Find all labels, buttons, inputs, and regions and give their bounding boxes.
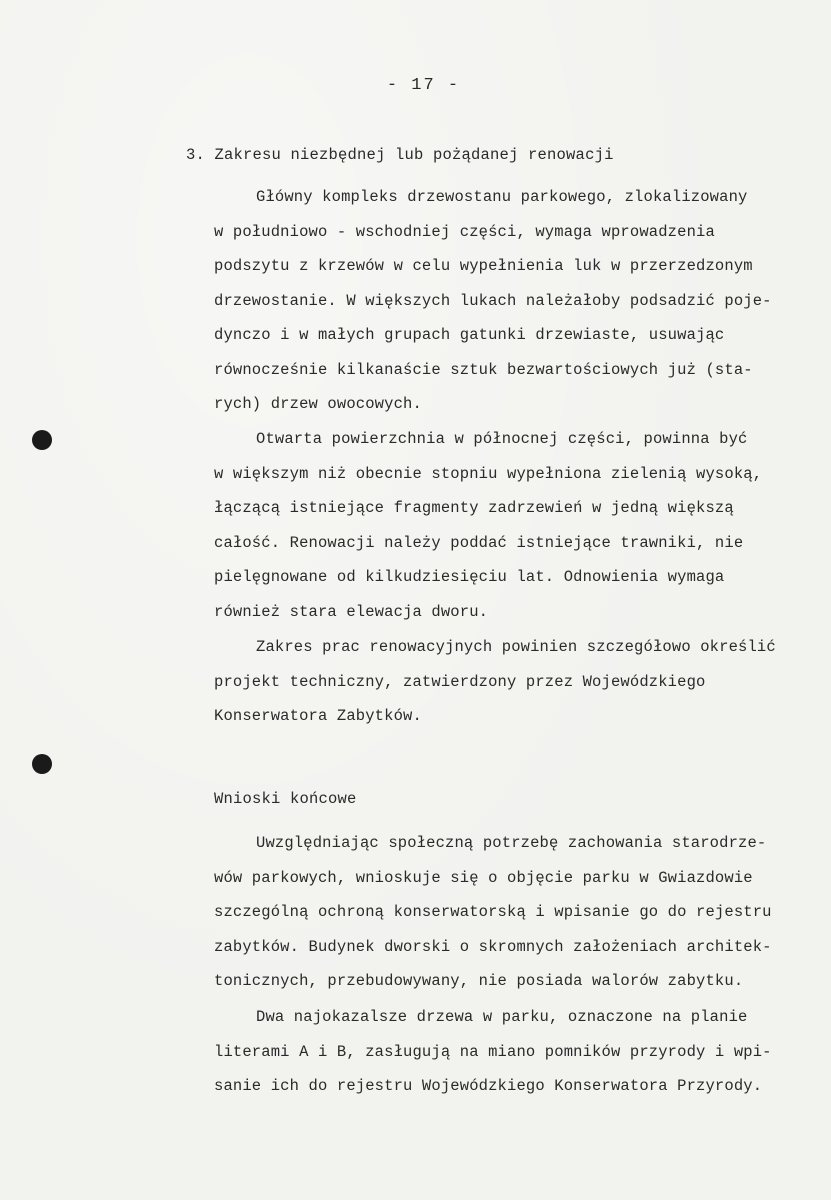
paragraph-line: Uwzględniając społeczną potrzebę zachowania starodrze- <box>256 834 767 852</box>
paragraph-line: całość. Renowacji należy poddać istniejące trawniki, nie <box>214 533 744 552</box>
paragraph-line: również stara elewacja dworu. <box>214 602 489 621</box>
paragraph-line: podszytu z krzewów w celu wypełnienia luk w przerzedzonym <box>214 257 753 275</box>
paragraph-open-area <box>214 422 824 629</box>
conclusions-heading: Wnioski końcowe <box>214 790 357 808</box>
paragraph-conclusions <box>214 826 824 999</box>
paragraph-line: Konserwatora Zabytków. <box>214 707 422 725</box>
paragraph-line: projekt techniczny, zatwierdzony przez Wojewódzkiego <box>214 672 706 691</box>
paragraph-line: wów parkowych, wnioskuje się o objęcie parku w Gwiazdowie <box>214 868 753 887</box>
paragraph-line: sanie ich do rejestru Wojewódzkiego Konserwatora Przyrody. <box>214 1077 763 1095</box>
paragraph-line: łączącą istniejące fragmenty zadrzewień w jedną większą <box>214 499 734 517</box>
paragraph-renovation-main-stand <box>214 180 824 422</box>
paragraph-line: dynczo i w małych grupach gatunki drzewiaste, usuwając <box>214 326 725 344</box>
punch-hole <box>32 754 52 774</box>
paragraph-line: w większym niż obecnie stopniu wypełniona zielenią wysoką, <box>214 464 763 483</box>
page-number: - 17 - <box>386 76 461 95</box>
paragraph-line: równocześnie kilkanaście sztuk bezwartościowych już (sta- <box>214 360 753 379</box>
paragraph-line: literami A i B, zasługują na miano pomników przyrody i wpi- <box>214 1042 772 1061</box>
paragraph-line: Dwa najokazalsze drzewa w parku, oznaczone na planie <box>256 1008 748 1026</box>
paragraph-line: drzewostanie. W większych lukach należałoby podsadzić poje- <box>214 291 772 310</box>
paragraph-line: szczególną ochroną konserwatorską i wpisanie go do rejestru <box>214 903 772 921</box>
punch-hole <box>32 430 52 450</box>
paragraph-line: Główny kompleks drzewostanu parkowego, zlokalizowany <box>256 188 748 206</box>
paragraph-scope-of-works <box>214 630 824 734</box>
section-heading: 3. Zakresu niezbędnej lub pożądanej renowacji <box>186 146 614 164</box>
paragraph-line: zabytków. Budynek dworski o skromnych założeniach architek- <box>214 937 772 956</box>
paragraph-line: Zakres prac renowacyjnych powinien szczegółowo określić <box>256 638 776 656</box>
paragraph-line: rych) drzew owocowych. <box>214 395 422 413</box>
paragraph-nature-monuments <box>214 1000 824 1104</box>
paragraph-line: w południowo - wschodniej części, wymaga wprowadzenia <box>214 222 715 241</box>
paragraph-line: pielęgnowane od kilkudziesięciu lat. Odnowienia wymaga <box>214 568 725 586</box>
paragraph-line: Otwarta powierzchnia w północnej części, powinna być <box>256 430 748 448</box>
paragraph-line: tonicznych, przebudowywany, nie posiada walorów zabytku. <box>214 972 744 990</box>
